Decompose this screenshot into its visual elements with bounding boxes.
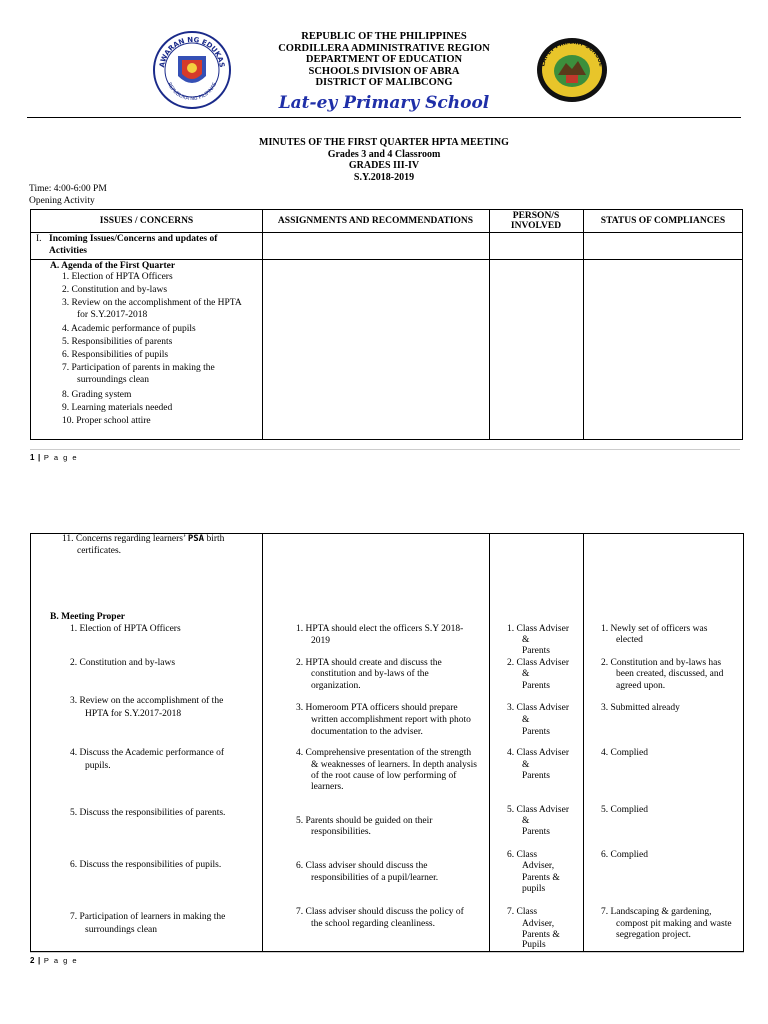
status-item: 1. Newly set of officers was xyxy=(601,624,708,634)
header-assignments: ASSIGNMENTS AND RECOMMENDATIONS xyxy=(277,216,474,226)
assignment-item: 6. Class adviser should discuss the xyxy=(296,861,428,871)
status-item: 3. Submitted already xyxy=(601,703,680,713)
agenda-item: 4. Academic performance of pupils xyxy=(62,324,196,334)
person-item: Adviser, xyxy=(522,919,555,929)
title-line-2: Grades 3 and 4 Classroom xyxy=(327,148,441,160)
agenda-item: surroundings clean xyxy=(77,375,150,385)
status-item: been created, discussed, and xyxy=(616,669,724,679)
status-item: 5. Complied xyxy=(601,805,648,815)
deped-seal xyxy=(152,30,232,110)
issue-item: 1. Election of HPTA Officers xyxy=(70,624,181,634)
issue-item: 4. Discuss the Academic performance of xyxy=(70,748,225,758)
agenda-item: 6. Responsibilities of pupils xyxy=(62,350,169,360)
school-seal xyxy=(536,37,608,103)
header-line-4: SCHOOLS DIVISION OF ABRA xyxy=(308,65,460,77)
issue-item: 2. Constitution and by-laws xyxy=(70,658,176,668)
item11-cont: certificates. xyxy=(77,546,122,556)
issue-item: HPTA for S.Y.2017-2018 xyxy=(85,709,182,719)
assignment-item: organization. xyxy=(311,681,361,691)
agenda-item: 7. Participation of parents in making the xyxy=(62,363,215,373)
issue-item: pupils. xyxy=(85,761,111,771)
person-item: 6. Class xyxy=(507,850,538,860)
person-item: pupils xyxy=(522,884,546,894)
person-item: Parents xyxy=(522,646,550,656)
agenda-title: A. Agenda of the First Quarter xyxy=(50,261,176,271)
person-item: & xyxy=(522,669,530,679)
assignment-item: learners. xyxy=(311,782,344,792)
person-item: & xyxy=(522,760,530,770)
page-number-1: 1 xyxy=(30,453,35,462)
header-persons: PERSON/S INVOLVED xyxy=(510,211,562,231)
meeting-proper-title: B. Meeting Proper xyxy=(50,612,126,622)
page-label-2: P a g e xyxy=(43,956,79,965)
assignment-item: 5. Parents should be guided on their xyxy=(296,816,433,826)
document-title xyxy=(184,137,584,183)
section1-title-cont: Activities xyxy=(49,246,87,256)
assignment-item: 2. HPTA should create and discuss the xyxy=(296,658,442,668)
title-line-1: MINUTES OF THE FIRST QUARTER HPTA MEETING xyxy=(259,137,509,148)
minutes-table-page1 xyxy=(30,209,743,440)
header-lines xyxy=(234,31,534,113)
assignment-item: 3. Homeroom PTA officers should prepare xyxy=(296,703,458,713)
page-footer-2 xyxy=(30,956,78,965)
status-item: agreed upon. xyxy=(616,681,666,691)
deped-seal-top-text: AWARAN NG EDUKAS xyxy=(158,35,226,69)
status-item: 2. Constitution and by-laws has xyxy=(601,658,722,668)
header-line-5: DISTRICT OF MALIBCONG xyxy=(315,77,453,88)
status-item: 6. Complied xyxy=(601,850,648,860)
person-item: 7. Class xyxy=(507,907,538,917)
person-item: 2. Class Adviser xyxy=(507,658,570,668)
assignment-item: of the root cause of low performing of xyxy=(311,771,457,781)
issue-item: 5. Discuss the responsibilities of parents. xyxy=(70,808,226,818)
header-issues: ISSUES / CONCERNS xyxy=(99,216,194,226)
assignment-item: 7. Class adviser should discuss the policy of xyxy=(296,907,464,917)
page-label-1: P a g e xyxy=(43,453,79,462)
issue-item: 3. Review on the accomplishment of the xyxy=(70,696,224,706)
assignment-item: 4. Comprehensive presentation of the strength xyxy=(296,748,472,758)
status-item: 4. Complied xyxy=(601,748,648,758)
person-item: Parents xyxy=(522,681,550,691)
assignment-item: 2019 xyxy=(311,636,330,646)
school-seal-text: LAT-EY PRIMARY SCHOOL xyxy=(540,39,604,68)
header-line-3: DEPARTMENT OF EDUCATION xyxy=(305,54,463,65)
item11-text: 11. Concerns regarding learners’ xyxy=(62,534,186,544)
header-line-2: CORDILLERA ADMINISTRATIVE REGION xyxy=(278,42,490,54)
assignment-item: constitution and by-laws of the xyxy=(311,669,429,679)
page-separator-1: | xyxy=(38,453,41,462)
agenda-item: 2. Constitution and by-laws xyxy=(62,285,168,295)
status-item: 7. Landscaping & gardening, xyxy=(601,907,712,917)
person-item: 3. Class Adviser xyxy=(507,703,570,713)
deped-seal-bottom-text: REPUBLIKA NG PILIPINAS xyxy=(165,81,219,103)
page-number-2: 2 xyxy=(30,956,35,965)
assignment-item: written accomplishment report with photo xyxy=(311,715,471,725)
minutes-table-page2 xyxy=(30,533,744,952)
person-item: & xyxy=(522,715,530,725)
assignment-item: the school regarding cleanliness. xyxy=(311,919,435,929)
person-item: 4. Class Adviser xyxy=(507,748,570,758)
assignment-item: 1. HPTA should elect the officers S.Y 2018- xyxy=(296,624,464,634)
person-item: Parents & xyxy=(522,930,560,940)
page-separator-2: | xyxy=(38,956,41,965)
agenda-item: 8. Grading system xyxy=(62,390,132,400)
status-item: elected xyxy=(616,635,643,645)
agenda-item: 9. Learning materials needed xyxy=(62,403,173,413)
item11-text-end: birth xyxy=(206,534,225,544)
header-status: STATUS OF COMPLIANCES xyxy=(600,216,726,226)
item11-psa: PSA xyxy=(187,534,205,544)
opening-activity: Opening Activity xyxy=(29,196,95,206)
assignment-item: responsibilities of a pupil/learner. xyxy=(311,873,439,883)
page-footer-1 xyxy=(30,453,78,462)
agenda-item: 3. Review on the accomplishment of the HPTA xyxy=(62,298,242,308)
title-line-3: GRADES III-IV xyxy=(348,160,420,171)
page-divider xyxy=(30,449,740,450)
page-divider-2 xyxy=(30,952,744,953)
agenda-item: 5. Responsibilities of parents xyxy=(62,337,173,347)
person-item: & xyxy=(522,816,530,826)
title-line-4: S.Y.2018-2019 xyxy=(353,171,415,183)
issue-item: 7. Participation of learners in making the xyxy=(70,912,226,922)
assignment-item: responsibilities. xyxy=(311,827,371,837)
header-rule xyxy=(27,117,741,118)
person-item: 5. Class Adviser xyxy=(507,805,570,815)
person-item: 1. Class Adviser xyxy=(507,624,570,634)
person-item: & xyxy=(522,635,530,645)
person-item: Parents xyxy=(522,727,550,737)
person-item: Adviser, xyxy=(522,861,555,871)
person-item: Pupils xyxy=(522,940,546,950)
assignment-item: & weaknesses of learners. In depth analysis xyxy=(311,760,477,770)
header-line-1: REPUBLIC OF THE PHILIPPINES xyxy=(301,31,467,42)
person-item: Parents xyxy=(522,827,550,837)
status-item: segregation project. xyxy=(616,930,691,940)
school-name: Lat-ey Primary School xyxy=(278,92,490,113)
section1-title: Incoming Issues/Concerns and updates of xyxy=(49,234,218,244)
status-item: compost pit making and waste xyxy=(616,919,732,929)
person-item: Parents xyxy=(522,771,550,781)
person-item: Parents & xyxy=(522,873,560,883)
issue-item: 6. Discuss the responsibilities of pupils. xyxy=(70,860,222,870)
agenda-item: for S.Y.2017-2018 xyxy=(77,310,148,320)
section1-number: I. xyxy=(36,234,42,244)
meeting-time: Time: 4:00-6:00 PM xyxy=(29,184,107,194)
issue-item: surroundings clean xyxy=(85,925,158,935)
agenda-item: 10. Proper school attire xyxy=(62,416,151,426)
agenda-item: 1. Election of HPTA Officers xyxy=(62,272,173,282)
item11 xyxy=(62,534,224,545)
assignment-item: documentation to the adviser. xyxy=(311,727,423,737)
